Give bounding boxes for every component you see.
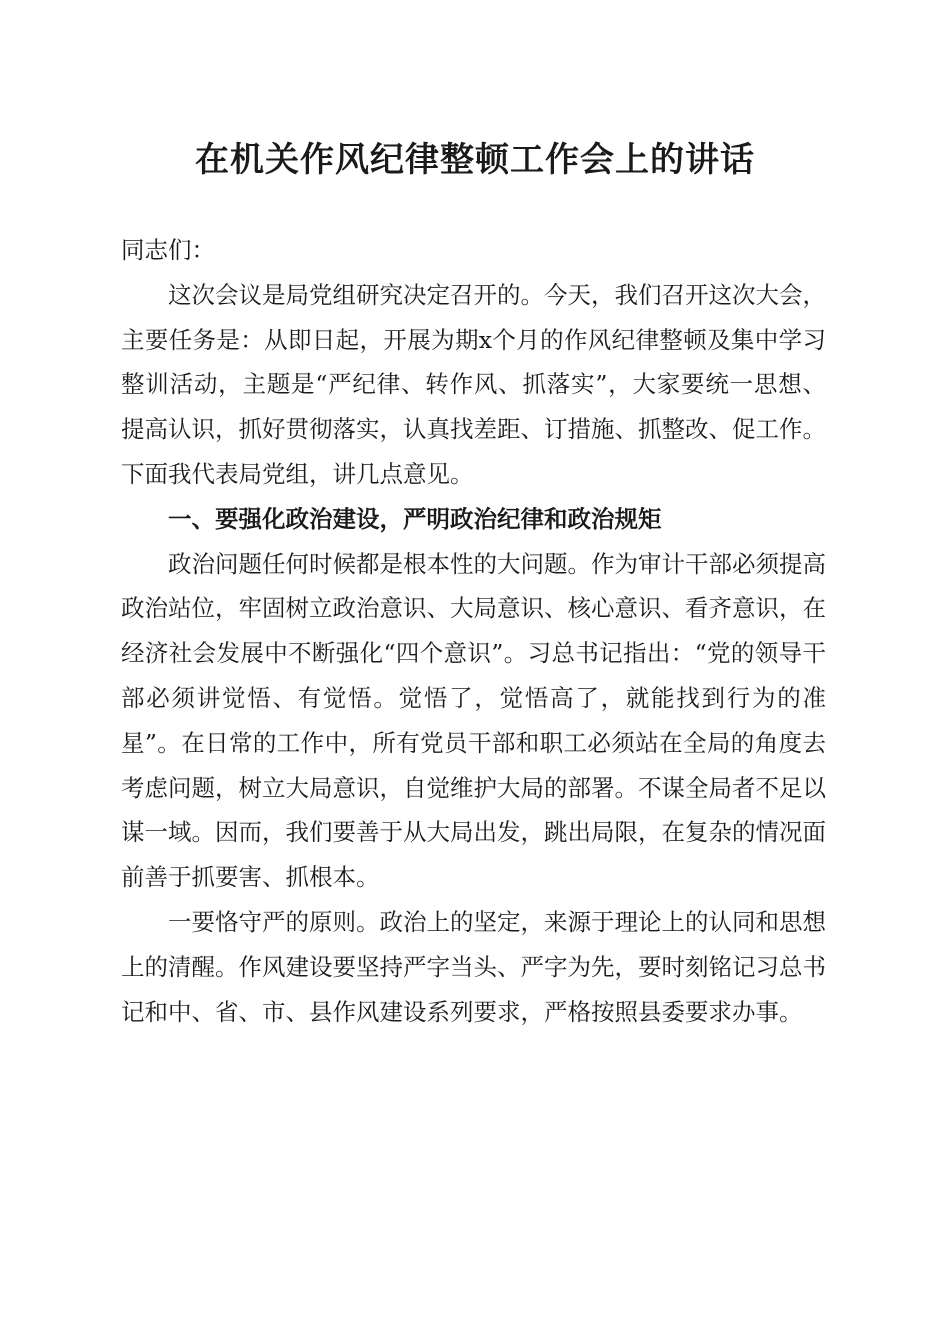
paragraph-intro: 这次会议是局党组研究决定召开的。今天，我们召开这次大会，主要任务是：从即日起，开展为期x个月的作风纪律整顿及集中学习整训活动，主题是“严纪律、转作风、抓落实”，大家要统一思想、提高认识，抓好贯彻落实，认真找差距、订措施、抓整改、促工作。下面我代表局党组，讲几点意见。 — [121, 280, 826, 488]
document-body — [121, 228, 826, 1034]
salutation: 同志们： — [121, 236, 215, 264]
paragraph-strict-principle: 一要恪守严的原则。政治上的坚定，来源于理论上的认同和思想上的清醒。作风建设要坚持严字当头、严字为先，要时刻铭记习总书记和中、省、市、县作风建设系列要求，严格按照县委要求办事。 — [121, 907, 826, 1026]
page-title: 在机关作风纪律整顿工作会上的讲话 — [195, 140, 755, 180]
paragraph-political: 政治问题任何时候都是根本性的大问题。作为审计干部必须提高政治站位，牢固树立政治意识、大局意识、核心意识、看齐意识，在经济社会发展中不断强化“四个意识”。习总书记指出：“党的领导干部必须讲觉悟、有觉悟。觉悟了，觉悟高了，就能找到行为的准星”。在日常的工作中，所有党员干部和职工必须站在全局的角度去考虑问题，树立大局意识，自觉维护大局的部署。不谋全局者不足以谋一域。因而，我们要善于从大局出发，跳出局限，在复杂的情况面前善于抓要害、抓根本。 — [121, 549, 826, 892]
section-heading-1: 一、要强化政治建设，严明政治纪律和政治规矩 — [168, 504, 662, 533]
